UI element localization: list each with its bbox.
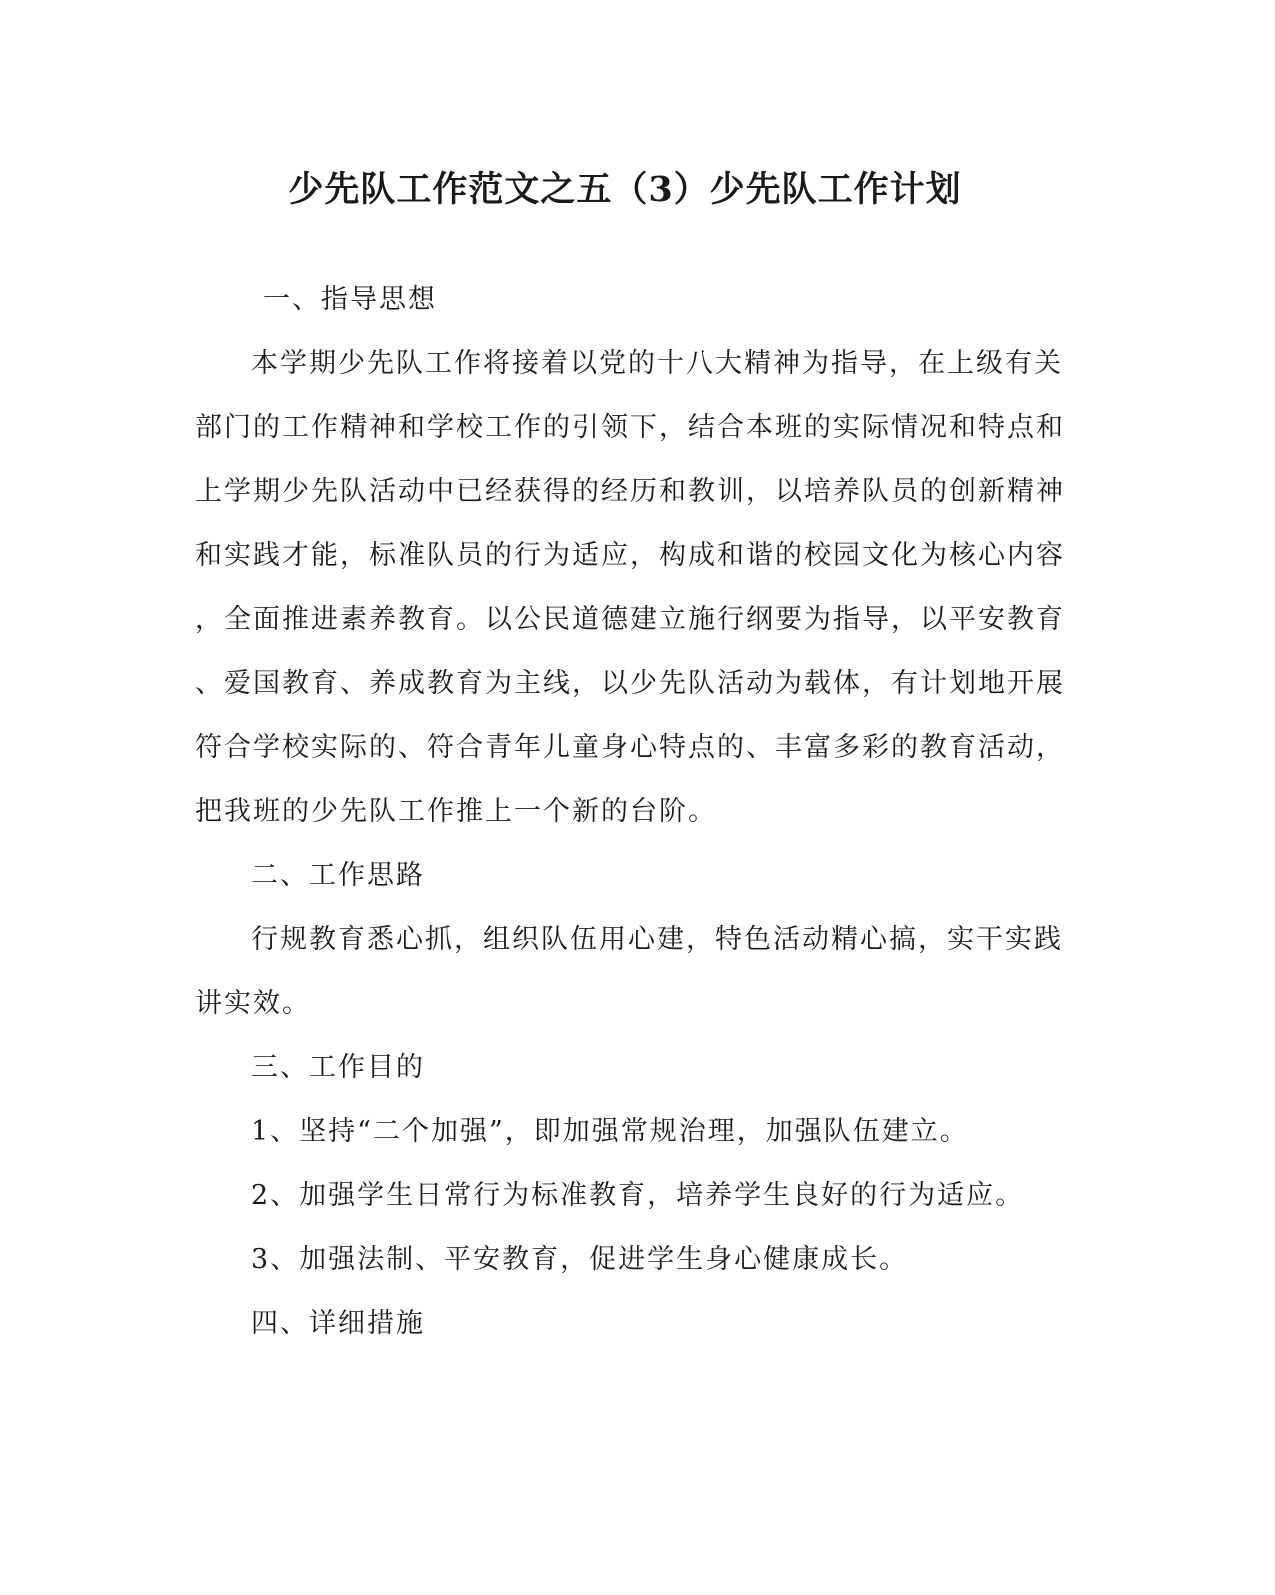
paragraph-line: 符合学校实际的、符合青年儿童身心特点的、丰富多彩的教育活动， [195,732,1065,763]
list-item: 3、加强法制、平安教育，促进学生身心健康成长。 [251,1244,909,1275]
section-heading-guiding-ideology: 一、指导思想 [263,284,437,315]
section-heading-work-approach: 二、工作思路 [251,860,425,891]
paragraph-line: 和实践才能，标准队员的行为适应，构成和谐的校园文化为核心内容 [195,540,1065,571]
list-item: 1、坚持“二个加强”，即加强常规治理，加强队伍建立。 [251,1116,969,1147]
paragraph-line: 上学期少先队活动中已经获得的经历和教训，以培养队员的创新精神 [195,476,1065,507]
list-item: 2、加强学生日常行为标准教育，培养学生良好的行为适应。 [251,1180,1025,1211]
paragraph-line: 、爱国教育、养成教育为主线，以少先队活动为载体，有计划地开展 [195,668,1065,699]
document-title: 少先队工作范文之五（3）少先队工作计划 [288,169,962,210]
paragraph-line: 把我班的少先队工作推上一个新的台阶。 [195,796,717,827]
paragraph-line: 本学期少先队工作将接着以党的十八大精神为指导，在上级有关 [251,348,1063,379]
section-heading-work-goals: 三、工作目的 [251,1052,425,1083]
paragraph-line: ，全面推进素养教育。以公民道德建立施行纲要为指导，以平安教育 [195,604,1065,635]
paragraph-line: 行规教育悉心抓，组织队伍用心建，特色活动精心搞，实干实践 [251,924,1063,955]
paragraph-line: 部门的工作精神和学校工作的引领下，结合本班的实际情况和特点和 [195,412,1065,443]
document-body [195,268,1065,1356]
section-heading-specific-measures: 四、详细措施 [251,1308,425,1339]
paragraph-line: 讲实效。 [195,988,311,1019]
